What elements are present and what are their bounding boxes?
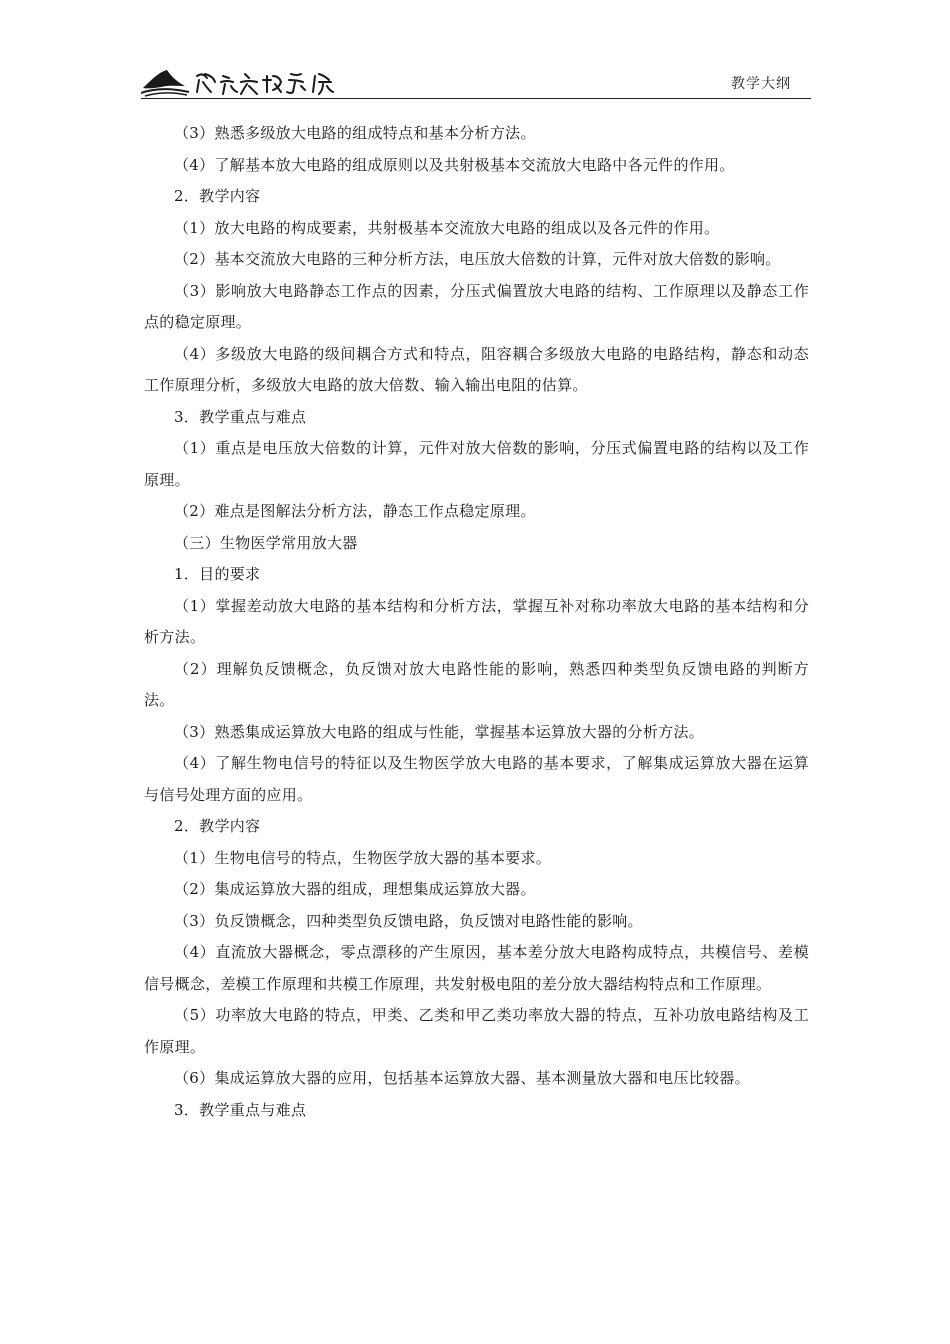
document-body [144, 118, 809, 1126]
paragraph: （4）多级放大电路的级间耦合方式和特点，阻容耦合多级放大电路的电路结构，静态和动态工作原理分析，多级放大电路的放大倍数、输入输出电阻的估算。 [144, 344, 809, 394]
paragraph: （2）基本交流放大电路的三种分析方法，电压放大倍数的计算，元件对放大倍数的影响。 [174, 250, 781, 268]
page-header [141, 66, 811, 99]
section-heading: 3．教学重点与难点 [174, 407, 307, 426]
paragraph: （6）集成运算放大器的应用，包括基本运算放大器、基本测量放大器和电压比较器。 [174, 1069, 750, 1087]
document-type-label: 教学大纲 [731, 76, 791, 92]
paragraph: （1）重点是电压放大倍数的计算，元件对放大倍数的影响，分压式偏置电路的结构以及工作原理。 [144, 439, 809, 489]
paragraph: （4）了解基本放大电路的组成原则以及共射极基本交流放大电路中各元件的作用。 [174, 155, 735, 174]
paragraph: （1）生物电信号的特点，生物医学放大器的基本要求。 [174, 848, 552, 867]
paragraph: （3）影响放大电路静态工作点的因素，分压式偏置放大电路的结构、工作原理以及静态工作点的稳定原理。 [144, 281, 809, 331]
university-logo [141, 66, 351, 98]
paragraph: （4）了解生物电信号的特征以及生物医学放大电路的基本要求，了解集成运算放大器在运算与信号处理方面的应用。 [144, 754, 809, 804]
section-heading: 2．教学内容 [174, 187, 261, 205]
paragraph: （2）难点是图解法分析方法，静态工作点稳定原理。 [174, 502, 536, 520]
paragraph: （3）熟悉多级放大电路的组成特点和基本分析方法。 [174, 124, 536, 142]
paragraph: （3）负反馈概念，四种类型负反馈电路，负反馈对电路性能的影响。 [174, 911, 643, 930]
section-heading: 1．目的要求 [174, 565, 261, 583]
chapter-heading: （三）生物医学常用放大器 [174, 533, 358, 552]
paragraph: （2）集成运算放大器的组成，理想集成运算放大器。 [174, 880, 536, 898]
paragraph: （1）放大电路的构成要素，共射极基本交流放大电路的组成以及各元件的作用。 [174, 218, 720, 237]
section-heading: 3．教学重点与难点 [174, 1100, 307, 1119]
paragraph: （2）理解负反馈概念，负反馈对放大电路性能的影响，熟悉四种类型负反馈电路的判断方法。 [144, 659, 809, 709]
section-heading: 2．教学内容 [174, 817, 261, 835]
paragraph: （1）掌握差动放大电路的基本结构和分析方法，掌握互补对称功率放大电路的基本结构和分析方法。 [144, 596, 809, 646]
paragraph: （5）功率放大电路的特点，甲类、乙类和甲乙类功率放大器的特点，互补功放电路结构及工作原理。 [144, 1006, 809, 1056]
paragraph: （3）熟悉集成运算放大电路的组成与性能，掌握基本运算放大器的分析方法。 [174, 722, 705, 741]
paragraph: （4）直流放大器概念，零点漂移的产生原因，基本差分放大电路构成特点，共模信号、差模信号概念，差模工作原理和共模工作原理，共发射极电阻的差分放大器结构特点和工作原理。 [144, 943, 809, 993]
